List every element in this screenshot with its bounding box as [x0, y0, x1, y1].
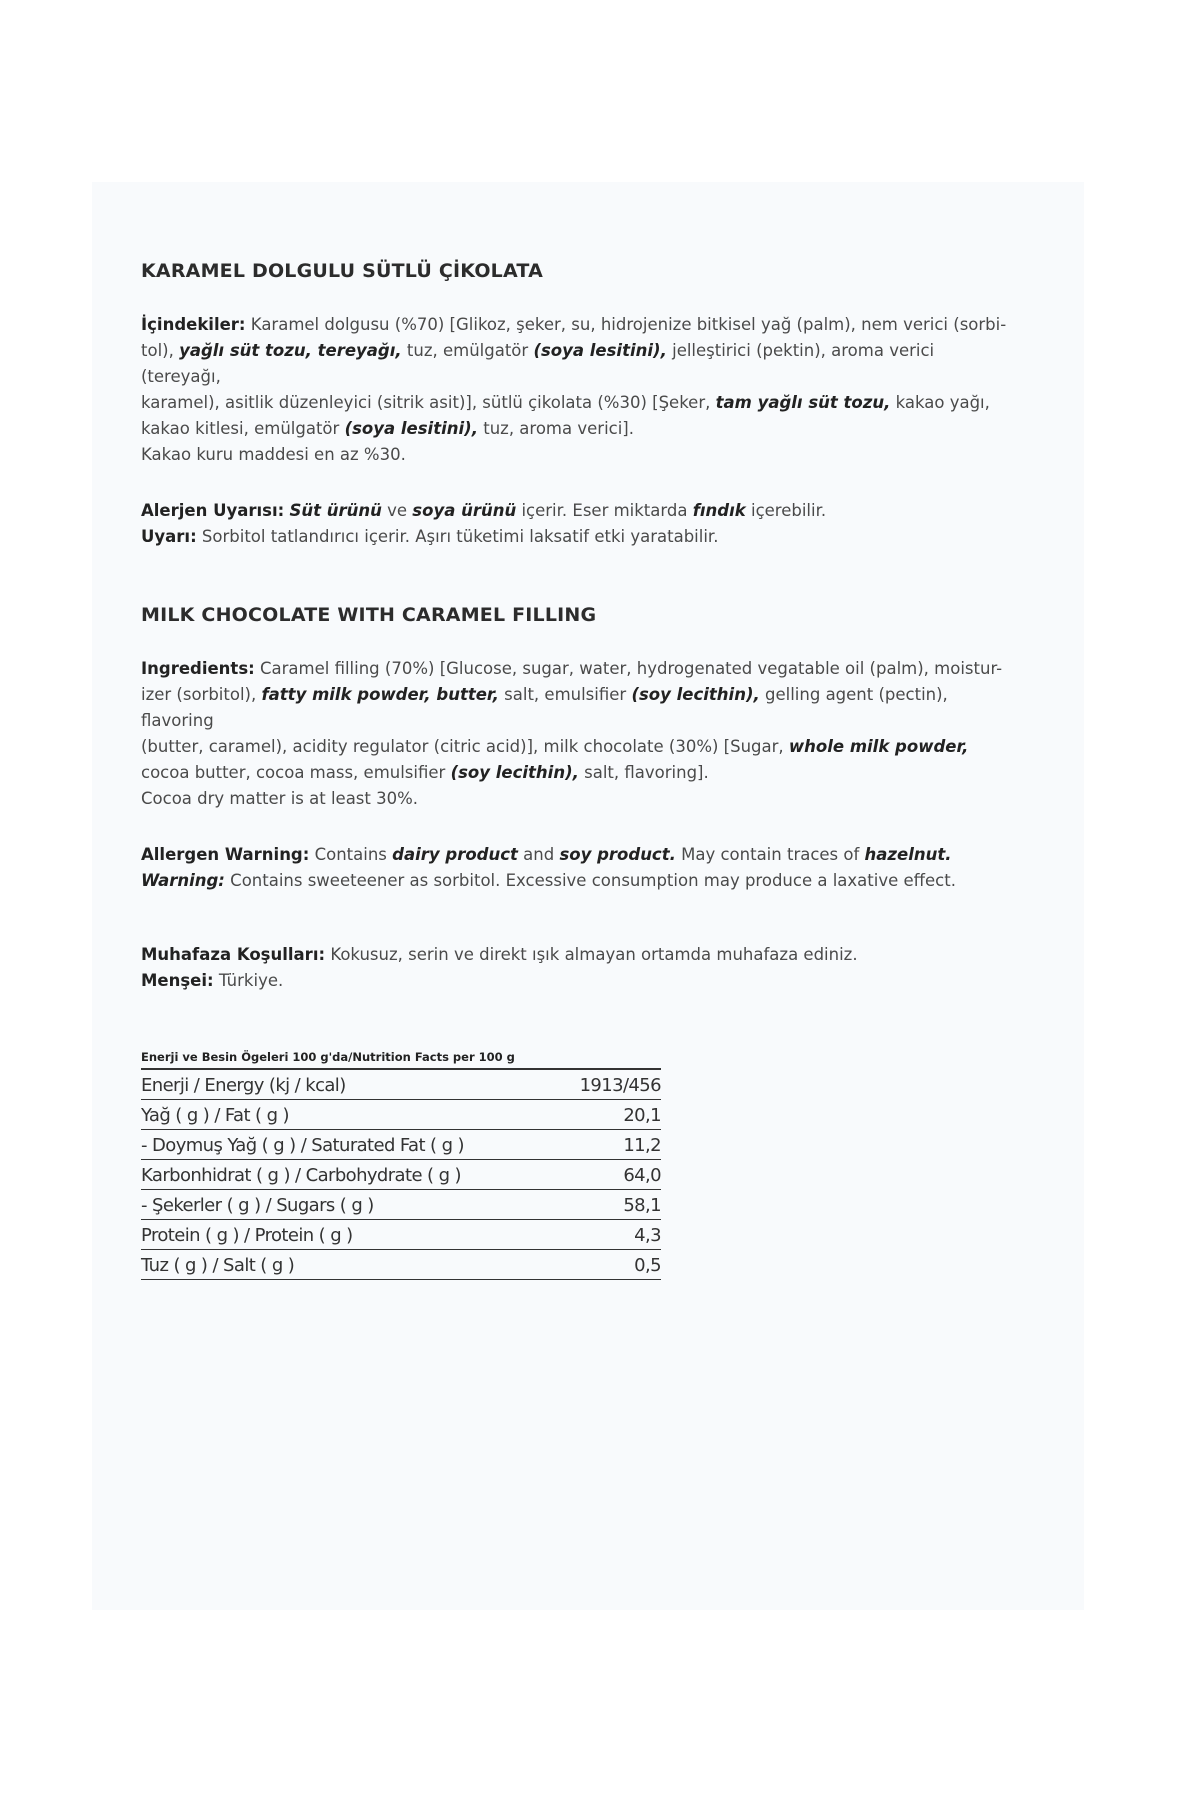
tr-product-title: KARAMEL DOLGULU SÜTLÜ ÇİKOLATA	[141, 260, 544, 282]
tr-warning-line: Uyarı: Sorbitol tatlandırıcı içerir. Aşırı tüketimi laksatif etki yaratabilir.	[141, 527, 719, 546]
tr-ingredients-line: tol), yağlı süt tozu, tereyağı, tuz, emülgatör (soya lesitini), jelleştirici (pektin), aroma verici (tereyağı,	[141, 341, 935, 386]
nutrition-row-value: 20,1	[623, 1105, 661, 1126]
origin-line: Menşei: Türkiye.	[141, 971, 284, 990]
nutrition-row-label: Karbonhidrat ( g ) / Carbohydrate ( g )	[141, 1165, 461, 1186]
nutrition-row-value: 64,0	[623, 1165, 661, 1186]
nutrition-row-value: 11,2	[623, 1135, 661, 1156]
en-ingredients-line: izer (sorbitol), fatty milk powder, butter, salt, emulsifier (soy lecithin), gelling agent (pectin), flavoring	[141, 685, 948, 730]
nutrition-row-value: 0,5	[634, 1255, 661, 1276]
nutrition-row	[141, 1160, 661, 1190]
en-allergen-line: Allergen Warning: Contains dairy product and soy product. May contain traces of hazelnut.	[141, 845, 952, 864]
nutrition-row-label: Tuz ( g ) / Salt ( g )	[141, 1255, 295, 1276]
nutrition-table-header: Enerji ve Besin Ögeleri 100 g'da/Nutrition Facts per 100 g	[141, 1050, 661, 1070]
nutrition-row-label: Protein ( g ) / Protein ( g )	[141, 1225, 353, 1246]
storage-conditions-line: Muhafaza Koşulları: Kokusuz, serin ve direkt ışık almayan ortamda muhafaza ediniz.	[141, 945, 858, 964]
en-ingredients-line: cocoa butter, cocoa mass, emulsifier (soy lecithin), salt, flavoring].	[141, 763, 709, 782]
tr-ingredients-line: Kakao kuru maddesi en az %30.	[141, 445, 406, 464]
nutrition-row-label: - Şekerler ( g ) / Sugars ( g )	[141, 1195, 374, 1216]
tr-allergen-warning	[141, 498, 1011, 550]
product-label	[141, 260, 1011, 1280]
tr-allergen-line: Alerjen Uyarısı: Süt ürünü ve soya ürünü içerir. Eser miktarda fındık içerebilir.	[141, 501, 827, 520]
nutrition-row	[141, 1070, 661, 1100]
tr-ingredients-line: İçindekiler: Karamel dolgusu (%70) [Glikoz, şeker, su, hidrojenize bitkisel yağ (palm), nem verici (sorbi-	[141, 315, 1007, 334]
nutrition-row-label: - Doymuş Yağ ( g ) / Saturated Fat ( g )	[141, 1135, 464, 1156]
tr-ingredients	[141, 312, 1011, 468]
nutrition-row	[141, 1250, 661, 1280]
en-allergen-warning	[141, 842, 1011, 894]
en-product-title: MILK CHOCOLATE WITH CARAMEL FILLING	[141, 604, 597, 626]
nutrition-row	[141, 1220, 661, 1250]
en-ingredients-line: (butter, caramel), acidity regulator (citric acid)], milk chocolate (30%) [Sugar, whole milk powder,	[141, 737, 969, 756]
nutrition-row	[141, 1190, 661, 1220]
en-ingredients-line: Ingredients: Caramel filling (70%) [Glucose, sugar, water, hydrogenated vegatable oil (palm), moistur-	[141, 659, 1003, 678]
en-ingredients-line: Cocoa dry matter is at least 30%.	[141, 789, 419, 808]
nutrition-rows	[141, 1070, 661, 1280]
storage-origin	[141, 942, 1011, 994]
nutrition-row-value: 4,3	[634, 1225, 661, 1246]
tr-ingredients-line: kakao kitlesi, emülgatör (soya lesitini), tuz, aroma verici].	[141, 419, 634, 438]
tr-ingredients-label: İçindekiler:	[141, 315, 246, 334]
en-ingredients	[141, 656, 1011, 812]
nutrition-row-value: 58,1	[623, 1195, 661, 1216]
nutrition-row-label: Yağ ( g ) / Fat ( g )	[141, 1105, 289, 1126]
nutrition-row	[141, 1100, 661, 1130]
nutrition-row	[141, 1130, 661, 1160]
nutrition-table	[141, 1050, 661, 1280]
en-warning-line: Warning: Contains sweeteener as sorbitol. Excessive consumption may produce a laxative effect.	[141, 871, 956, 890]
tr-ingredients-line: karamel), asitlik düzenleyici (sitrik asit)], sütlü çikolata (%30) [Şeker, tam yağlı süt tozu, kakao yağı,	[141, 393, 990, 412]
nutrition-row-value: 1913/456	[579, 1075, 661, 1096]
nutrition-row-label: Enerji / Energy (kj / kcal)	[141, 1075, 346, 1096]
